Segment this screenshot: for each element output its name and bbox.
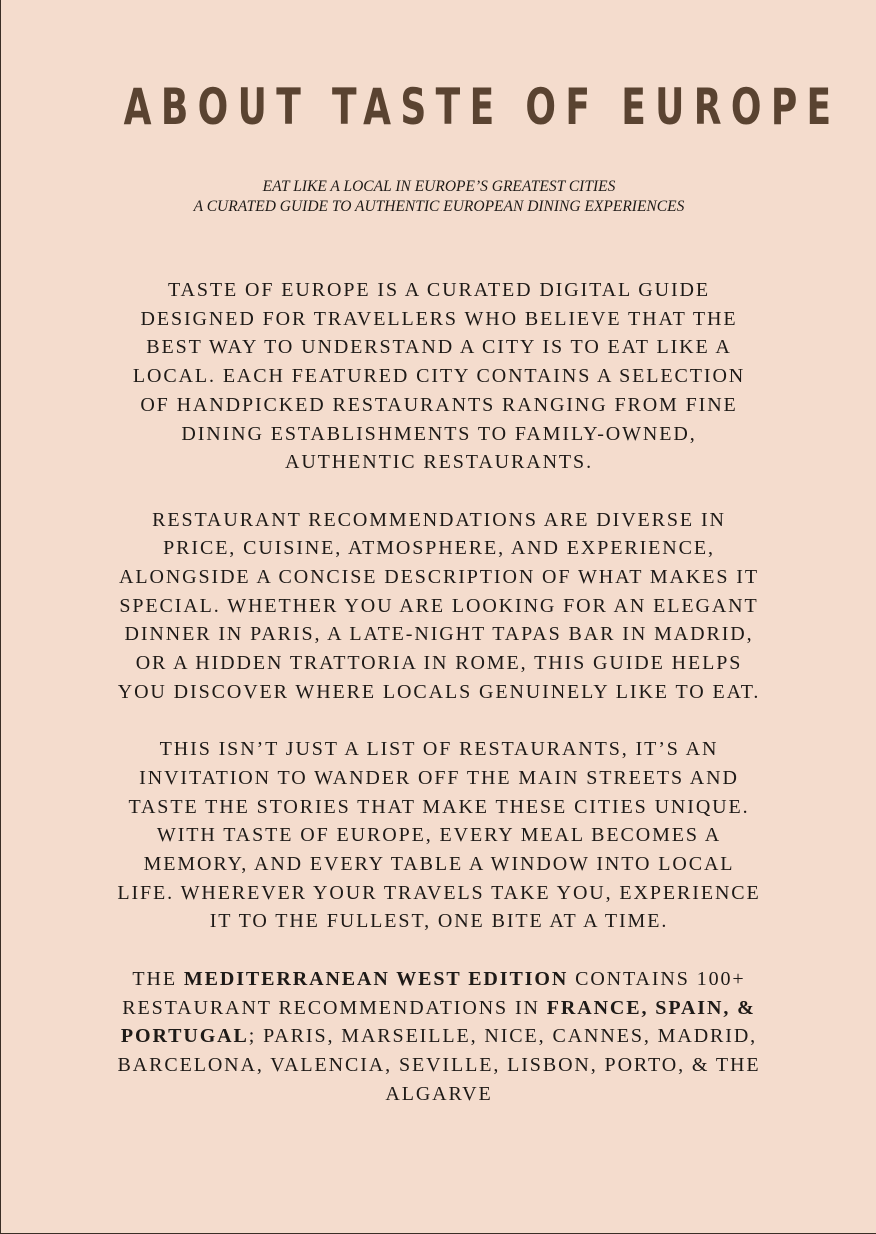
text-line: LOCAL. EACH FEATURED CITY CONTAINS A SELECTION bbox=[132, 365, 746, 388]
text-line: DESIGNED FOR TRAVELLERS WHO BELIEVE THAT THE bbox=[140, 307, 738, 330]
subtitle-line-2: A CURATED GUIDE TO AUTHENTIC EUROPEAN DINING EXPERIENCES bbox=[193, 198, 685, 215]
countries-bold: PORTUGAL bbox=[120, 1025, 249, 1048]
text-line: DINNER IN PARIS, A LATE-NIGHT TAPAS BAR IN MADRID, bbox=[124, 623, 754, 646]
text-line: RESTAURANT RECOMMENDATIONS ARE DIVERSE IN bbox=[152, 508, 726, 531]
text-segment: RESTAURANT RECOMMENDATIONS IN bbox=[122, 996, 547, 1019]
text-line: THIS ISN’T JUST A LIST OF RESTAURANTS, IT’S AN bbox=[159, 738, 719, 761]
paragraph-recommendations bbox=[75, 506, 803, 707]
text-segment: ; PARIS, MARSEILLE, NICE, CANNES, MADRID, bbox=[248, 1025, 758, 1048]
text-line: IT TO THE FULLEST, ONE BITE AT A TIME. bbox=[209, 910, 669, 933]
text-line bbox=[75, 965, 803, 994]
text-line: TASTE THE STORIES THAT MAKE THESE CITIES UNIQUE. bbox=[128, 795, 750, 818]
text-line bbox=[75, 994, 803, 1023]
subtitle bbox=[1, 177, 876, 217]
text-line: PRICE, CUISINE, ATMOSPHERE, AND EXPERIENCE, bbox=[163, 537, 715, 560]
text-segment: THE bbox=[132, 967, 184, 990]
text-line bbox=[75, 1022, 803, 1051]
countries-bold: FRANCE, SPAIN, & bbox=[546, 996, 756, 1019]
text-line: OR A HIDDEN TRATTORIA IN ROME, THIS GUIDE HELPS bbox=[135, 652, 743, 675]
text-line: WITH TASTE OF EUROPE, EVERY MEAL BECOMES A bbox=[156, 824, 722, 847]
page-title: ABOUT TASTE OF EUROPE bbox=[123, 78, 841, 136]
text-line: SPECIAL. WHETHER YOU ARE LOOKING FOR AN ELEGANT bbox=[119, 594, 759, 617]
paragraph-invitation bbox=[75, 735, 803, 936]
text-line: ALGARVE bbox=[385, 1082, 493, 1105]
text-line: INVITATION TO WANDER OFF THE MAIN STREETS AND bbox=[139, 766, 739, 789]
text-line: YOU DISCOVER WHERE LOCALS GENUINELY LIKE TO EAT. bbox=[117, 680, 761, 703]
paragraph-intro bbox=[75, 276, 803, 477]
text-line: BEST WAY TO UNDERSTAND A CITY IS TO EAT LIKE A bbox=[146, 336, 732, 359]
text-line: AUTHENTIC RESTAURANTS. bbox=[285, 451, 593, 474]
text-line: LIFE. WHEREVER YOUR TRAVELS TAKE YOU, EXPERIENCE bbox=[117, 881, 761, 904]
text-line: OF HANDPICKED RESTAURANTS RANGING FROM FINE bbox=[140, 393, 738, 416]
edition-name: MEDITERRANEAN WEST EDITION bbox=[183, 967, 569, 990]
text-line: BARCELONA, VALENCIA, SEVILLE, LISBON, PORTO, & THE bbox=[117, 1053, 761, 1076]
paragraph-edition bbox=[75, 965, 803, 1109]
body-text bbox=[75, 276, 803, 1137]
text-line: MEMORY, AND EVERY TABLE A WINDOW INTO LOCAL bbox=[143, 853, 735, 876]
text-line: ALONGSIDE A CONCISE DESCRIPTION OF WHAT MAKES IT bbox=[119, 566, 759, 589]
subtitle-line-1: EAT LIKE A LOCAL IN EUROPE’S GREATEST CITIES bbox=[262, 178, 616, 195]
text-segment: CONTAINS 100+ bbox=[568, 967, 746, 990]
text-line: DINING ESTABLISHMENTS TO FAMILY-OWNED, bbox=[181, 422, 697, 445]
text-line: TASTE OF EUROPE IS A CURATED DIGITAL GUIDE bbox=[168, 279, 710, 301]
